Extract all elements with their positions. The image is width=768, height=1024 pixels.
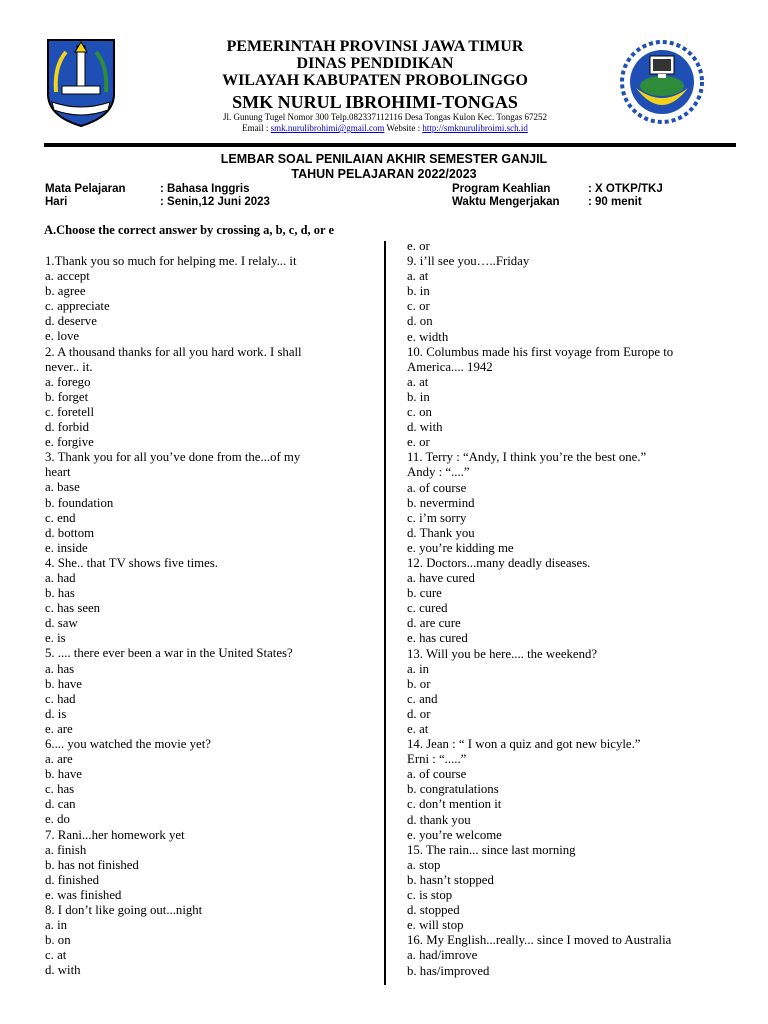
question-line: a. of course xyxy=(407,767,467,782)
question-line: c. and xyxy=(407,691,438,706)
question-line: d. thank you xyxy=(407,812,471,827)
question-line: c. has xyxy=(45,782,75,797)
question-line: 10. Columbus made his first voyage from Europe to xyxy=(407,344,674,359)
question-line: 16. My English...really... since I moved to Australia xyxy=(407,933,672,948)
question-line: a. stop xyxy=(407,857,441,872)
school-logo-icon xyxy=(610,38,714,134)
question-line: b. nevermind xyxy=(407,495,475,510)
question-line: a. in xyxy=(45,918,68,933)
subject-label: Mata Pelajaran xyxy=(45,183,126,195)
question-line: 1.Thank you so much for helping me. I relaly... it xyxy=(45,254,297,268)
question-line: e. or xyxy=(407,435,430,450)
question-line: e. will stop xyxy=(407,918,464,933)
day-label: Hari xyxy=(45,196,68,208)
question-line: 7. Rani...her homework yet xyxy=(45,827,185,842)
question-line: c. is stop xyxy=(407,888,453,903)
question-line: a. base xyxy=(45,480,80,495)
question-line: a. of course xyxy=(407,480,467,495)
question-line: b. hasn’t stopped xyxy=(407,872,494,887)
question-line: d. or xyxy=(407,706,431,721)
question-line: d. forbid xyxy=(45,420,90,435)
question-line: d. with xyxy=(407,420,443,435)
question-line: c. don’t mention it xyxy=(407,797,502,812)
question-line: 9. i’ll see you…..Friday xyxy=(407,254,530,269)
question-line: Erni : “.....” xyxy=(407,752,467,767)
question-line: 6.... you watched the movie yet? xyxy=(45,737,211,751)
question-line: b. has/improved xyxy=(407,963,490,978)
question-line: b. in xyxy=(407,389,430,404)
question-line: e. you’re welcome xyxy=(407,827,502,842)
question-line: c. cured xyxy=(407,601,448,616)
question-line: b. on xyxy=(45,933,71,948)
header-rule xyxy=(44,143,736,147)
question-line: 8. I don’t like going out...night xyxy=(45,903,203,918)
header-line-1: PEMERINTAH PROVINSI JAWA TIMUR xyxy=(226,38,524,55)
question-line: 14. Jean : “ I won a quiz and got new bicyle.” xyxy=(407,737,641,752)
exam-title: LEMBAR SOAL PENILAIAN AKHIR SEMESTER GANJIL xyxy=(220,152,548,166)
exam-year: TAHUN PELAJARAN 2022/2023 xyxy=(291,167,477,181)
question-line: Andy : “....” xyxy=(407,465,470,480)
question-line: e. at xyxy=(407,722,429,736)
question-line: d. saw xyxy=(45,616,78,631)
school-contact xyxy=(120,123,650,133)
instruction-heading: A.Choose the correct answer by crossing a, b, c, d, or e xyxy=(44,223,335,237)
header-line-3: WILAYAH KABUPATEN PROBOLINGGO xyxy=(222,72,528,89)
question-line: d. deserve xyxy=(45,314,97,329)
question-line: d. are cure xyxy=(407,616,461,631)
question-line: America.... 1942 xyxy=(407,359,493,374)
day-value: : Senin,12 Juni 2023 xyxy=(160,196,270,208)
question-line: c. appreciate xyxy=(45,299,110,314)
question-line: a. accept xyxy=(45,269,90,284)
question-line: d. Thank you xyxy=(407,525,475,540)
question-column-left xyxy=(45,254,375,979)
subject-value: : Bahasa Inggris xyxy=(160,183,250,195)
school-address: Jl. Gunung Tugel Nomor 300 Telp.082337112116 Desa Tongas Kulon Kec. Tongas 67252 xyxy=(223,112,547,122)
question-line: c. end xyxy=(45,510,76,525)
question-line: 4. She.. that TV shows five times. xyxy=(45,555,218,570)
email-link[interactable]: smk.nurulibrohimi@gmail.com xyxy=(270,123,385,133)
program-label: Program Keahlian xyxy=(452,183,551,195)
question-line: c. i’m sorry xyxy=(407,510,467,525)
column-divider xyxy=(384,241,386,985)
school-name: SMK NURUL IBROHIMI-TONGAS xyxy=(232,92,518,112)
website-link[interactable]: http://smknurulibroimi.sch.id xyxy=(422,123,528,133)
question-line: e. has cured xyxy=(407,631,468,646)
question-line: b. agree xyxy=(45,284,86,299)
question-line: a. at xyxy=(407,269,429,284)
question-line: e. are xyxy=(45,721,73,736)
question-line: b. in xyxy=(407,284,430,299)
question-line: a. are xyxy=(45,752,73,767)
question-line: 5. .... there ever been a war in the United States? xyxy=(45,646,293,661)
question-line: 2. A thousand thanks for all you hard work. I shall xyxy=(45,344,302,359)
question-line: b. or xyxy=(407,676,431,691)
question-line: b. have xyxy=(45,767,82,782)
email-label: Email : xyxy=(242,123,269,133)
question-line: a. finish xyxy=(45,842,87,857)
question-line: heart xyxy=(45,465,71,480)
question-line: a. had xyxy=(45,570,76,585)
question-line: b. congratulations xyxy=(407,782,499,797)
header-line-2: DINAS PENDIDIKAN xyxy=(296,55,454,72)
question-line: e. you’re kidding me xyxy=(407,540,514,555)
question-line: a. had/imrove xyxy=(407,948,478,963)
question-line: a. have cured xyxy=(407,571,475,586)
question-line: c. has seen xyxy=(45,601,101,616)
question-line: a. in xyxy=(407,661,430,676)
question-line: e. do xyxy=(45,812,70,827)
question-line: e. or xyxy=(407,239,430,253)
question-line: d. can xyxy=(45,797,76,812)
question-line: b. have xyxy=(45,676,82,691)
question-line: e. inside xyxy=(45,540,88,555)
question-line: b. foundation xyxy=(45,495,114,510)
time-label: Waktu Mengerjakan xyxy=(452,196,560,208)
question-line: e. forgive xyxy=(45,435,94,450)
question-line: b. cure xyxy=(407,586,442,601)
question-line: a. forego xyxy=(45,374,91,389)
question-line: b. has not finished xyxy=(45,857,139,872)
question-line: e. is xyxy=(45,631,66,646)
question-line: c. had xyxy=(45,691,76,706)
question-line: 15. The rain... since last morning xyxy=(407,842,576,857)
question-line: a. at xyxy=(407,374,429,389)
question-line: d. bottom xyxy=(45,525,95,540)
question-line: never.. it. xyxy=(45,359,93,374)
question-line: 13. Will you be here.... the weekend? xyxy=(407,646,598,661)
question-line: b. has xyxy=(45,586,75,601)
question-line: c. at xyxy=(45,948,67,963)
question-line: d. stopped xyxy=(407,903,460,918)
time-value: : 90 menit xyxy=(588,196,642,208)
question-line: 11. Terry : “Andy, I think you’re the best one.” xyxy=(407,450,647,465)
question-line: b. forget xyxy=(45,389,89,404)
program-value: : X OTKP/TKJ xyxy=(588,183,663,195)
letterhead xyxy=(0,0,768,145)
question-line: d. is xyxy=(45,706,67,721)
question-line: e. love xyxy=(45,329,80,344)
question-line: d. finished xyxy=(45,872,100,887)
question-line: 3. Thank you for all you’ve done from the...of my xyxy=(45,450,301,465)
question-line: 12. Doctors...many deadly diseases. xyxy=(407,555,591,570)
question-line: e. was finished xyxy=(45,887,122,902)
question-line: e. width xyxy=(407,329,449,344)
website-label: Website : xyxy=(386,123,421,133)
question-line: c. or xyxy=(407,299,430,314)
question-line: d. with xyxy=(45,963,81,978)
question-line: c. on xyxy=(407,405,432,420)
question-line: c. foretell xyxy=(45,404,95,419)
question-line: a. has xyxy=(45,661,75,676)
question-column-right xyxy=(407,239,727,979)
question-line: d. on xyxy=(407,314,433,329)
